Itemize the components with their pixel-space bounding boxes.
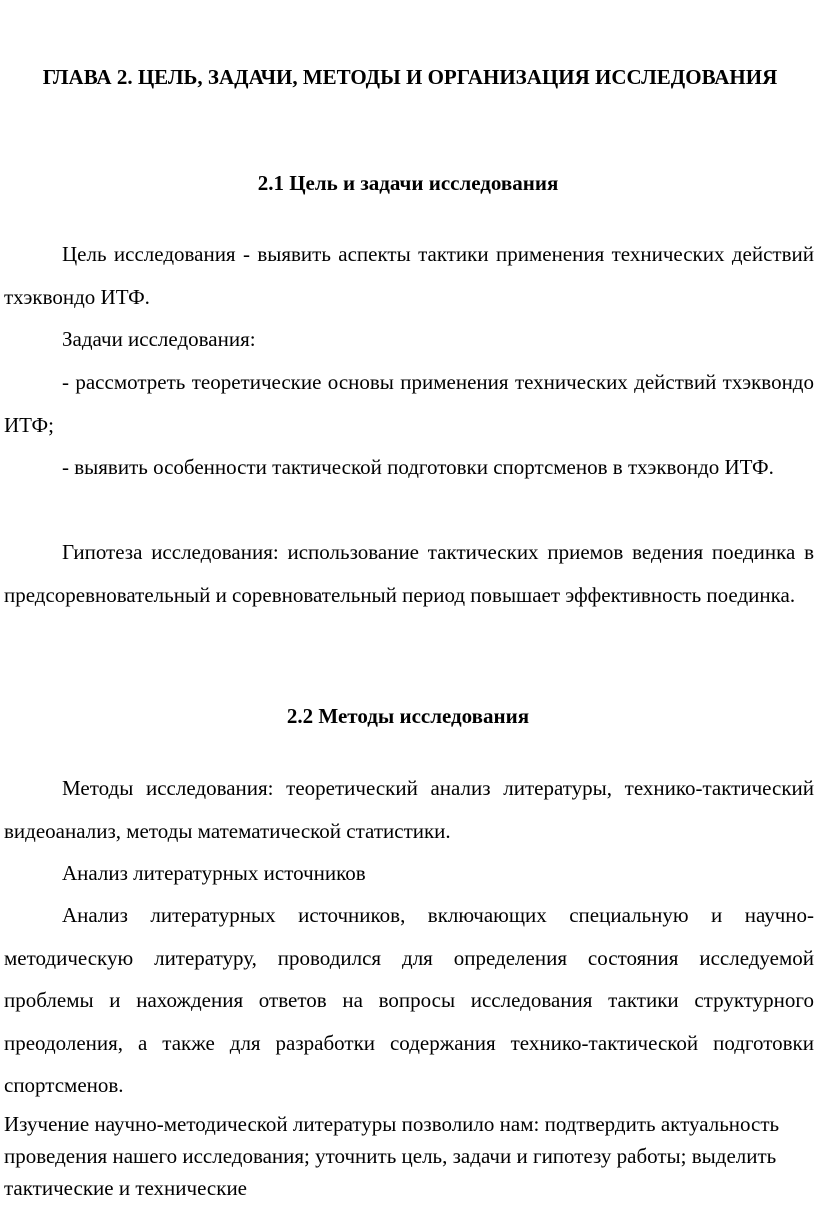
paragraph-task-1: - рассмотреть теоретические основы применения технических действий тхэквондо ИТФ;: [4, 370, 814, 437]
paragraph-research-goal: Цель исследования - выявить аспекты тактики применения технических действий тхэквондо ИТФ.: [4, 242, 814, 309]
paragraph-tasks-heading: Задачи исследования:: [62, 327, 256, 351]
section-title-goals: 2.1 Цель и задачи исследования: [257, 171, 559, 195]
chapter-title: ГЛАВА 2. ЦЕЛЬ, ЗАДАЧИ, МЕТОДЫ И ОРГАНИЗАЦИЯ ИССЛЕДОВАНИЯ: [42, 65, 778, 89]
paragraph-methods: Методы исследования: теоретический анализ литературы, технико-тактический видеоанализ, методы математической статистики.: [4, 776, 814, 843]
paragraph-task-2: - выявить особенности тактической подготовки спортсменов в тхэквондо ИТФ.: [62, 455, 774, 479]
section-title-methods: 2.2 Методы исследования: [286, 704, 530, 728]
paragraph-literature-heading: Анализ литературных источников: [62, 861, 366, 885]
paragraph-hypothesis: Гипотеза исследования: использование тактических приемов ведения поединка в предсоревновательный и соревновательный период повышает эффективность поединка.: [4, 540, 814, 607]
paragraph-literature-analysis: Анализ литературных источников, включающих специальную и научно-методическую литературу, проводился для определения состояния исследуемой проблемы и нахождения ответов на вопросы исследования тактики структурного преодоления, а также для разработки содержания технико-тактической подготовки спортсменов.: [4, 903, 814, 1097]
paragraph-literature-study: Изучение научно-методической литературы позволило нам: подтвердить актуальность проведения нашего исследования; уточнить цель, задачи и гипотезу работы; выделить тактические и технические: [4, 1112, 780, 1200]
